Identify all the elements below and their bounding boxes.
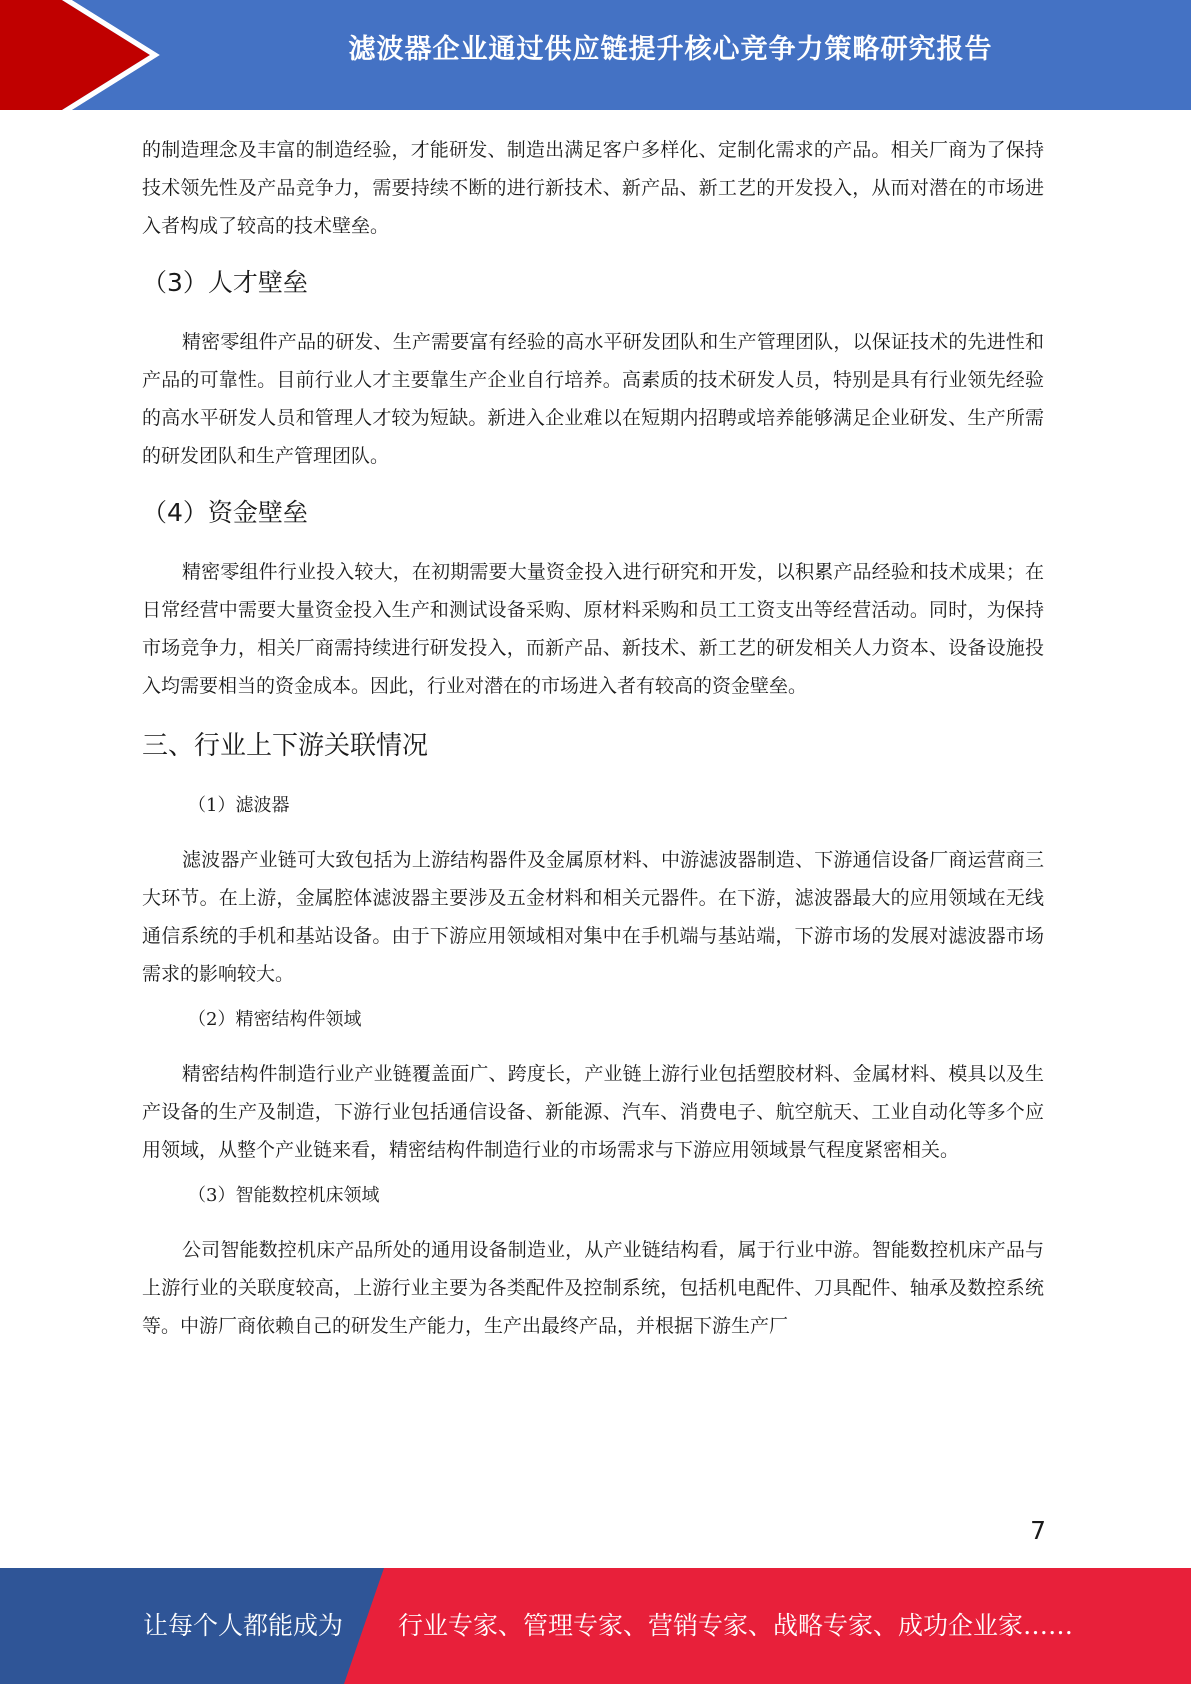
paragraph-cnc-machine: 公司智能数控机床产品所处的通用设备制造业，从产业链结构看，属于行业中游。智能数控机床产品与上游行业的关联度较高，上游行业主要为各类配件及控制系统，包括机电配件、刀具配件、轴承及数控系统等。中游厂商依赖自己的研发生产能力，生产出最终产品，并根据下游生产厂 [142, 1239, 1044, 1337]
paragraph-tech-barrier-continued: 的制造理念及丰富的制造经验，才能研发、制造出满足客户多样化、定制化需求的产品。相关厂商为了保持技术领先性及产品竞争力，需要持续不断的进行新技术、新产品、新工艺的开发投入，从而对潜在的市场进入者构成了较高的技术壁垒。 [142, 139, 1044, 237]
footer-slogan-left: 让每个人都能成为 [143, 1611, 344, 1640]
subheading-filter: （1）滤波器 [188, 795, 290, 816]
page-header [0, 0, 1191, 110]
subheading-precision-structure: （2）精密结构件领域 [188, 1009, 362, 1030]
page-footer [0, 1568, 1191, 1684]
paragraph-filter: 滤波器产业链可大致包括为上游结构器件及金属原材料、中游滤波器制造、下游通信设备厂商运营商三大环节。在上游，金属腔体滤波器主要涉及五金材料和相关元器件。在下游，滤波器最大的应用领域在无线通信系统的手机和基站设备。由于下游应用领域相对集中在手机端与基站端，下游市场的发展对滤波器市场需求的影响较大。 [142, 849, 1044, 985]
footer-slogan-right: 行业专家、管理专家、营销专家、战略专家、成功企业家…… [398, 1611, 1074, 1640]
paragraph-talent-barrier: 精密零组件产品的研发、生产需要富有经验的高水平研发团队和生产管理团队，以保证技术的先进性和产品的可靠性。目前行业人才主要靠生产企业自行培养。高素质的技术研发人员，特别是具有行业领先经验的高水平研发人员和管理人才较为短缺。新进入企业难以在短期内招聘或培养能够满足企业研发、生产所需的研发团队和生产管理团队。 [142, 331, 1044, 467]
subheading-cnc-machine: （3）智能数控机床领域 [188, 1185, 380, 1206]
heading-capital-barrier: （4）资金壁垒 [142, 498, 308, 527]
heading-section-upstream-downstream: 三、行业上下游关联情况 [142, 731, 429, 761]
paragraph-capital-barrier: 精密零组件行业投入较大，在初期需要大量资金投入进行研究和开发，以积累产品经验和技术成果；在日常经营中需要大量资金投入生产和测试设备采购、原材料采购和员工工资支出等经营活动。同时，为保持市场竞争力，相关厂商需持续进行研发投入，而新产品、新技术、新工艺的研发相关人力资本、设备设施投入均需要相当的资金成本。因此，行业对潜在的市场进入者有较高的资金壁垒。 [142, 561, 1044, 697]
heading-talent-barrier: （3）人才壁垒 [142, 268, 308, 297]
header-title: 滤波器企业通过供应链提升核心竞争力策略研究报告 [348, 34, 993, 65]
document-body [142, 131, 1044, 1345]
paragraph-precision-structure: 精密结构件制造行业产业链覆盖面广、跨度长，产业链上游行业包括塑胶材料、金属材料、模具以及生产设备的生产及制造，下游行业包括通信设备、新能源、汽车、消费电子、航空航天、工业自动化等多个应用领域，从整个产业链来看，精密结构件制造行业的市场需求与下游应用领域景气程度紧密相关。 [142, 1063, 1044, 1161]
page-number: 7 [1030, 1516, 1046, 1545]
